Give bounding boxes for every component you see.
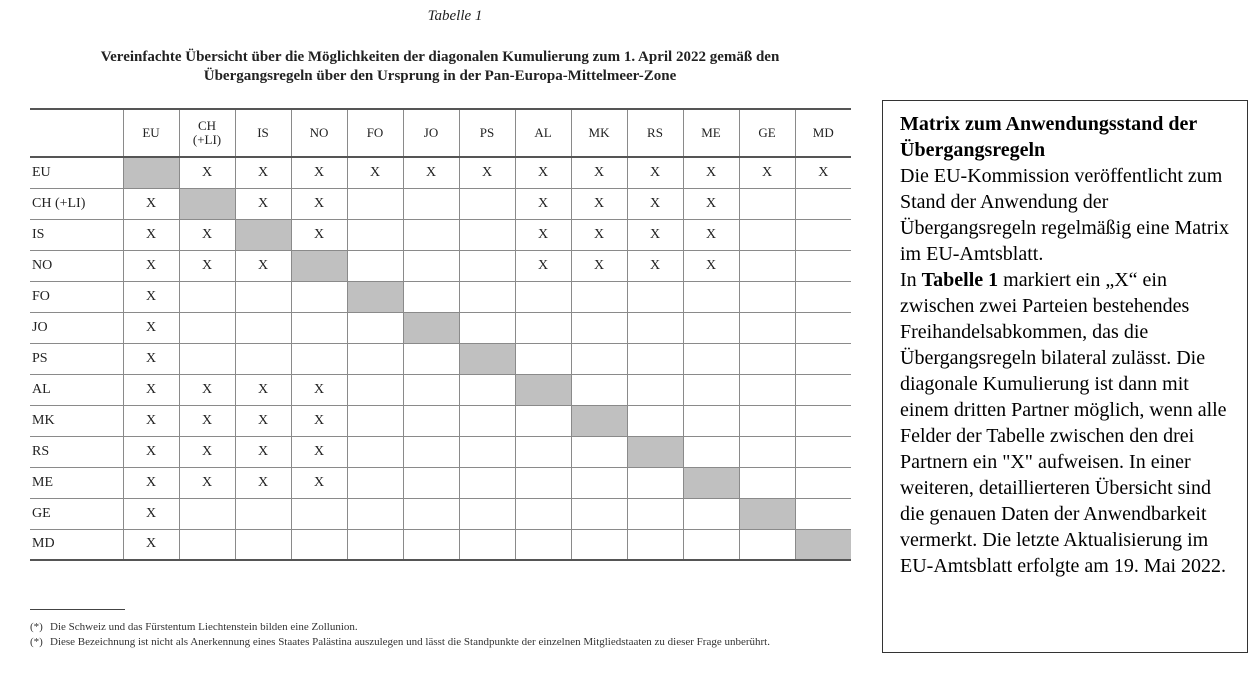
- matrix-cell: [739, 467, 795, 498]
- matrix-cell: [459, 498, 515, 529]
- table-row: [30, 374, 851, 405]
- matrix-cell: [291, 498, 347, 529]
- column-header-label: IS: [257, 125, 269, 140]
- matrix-cell: [683, 374, 739, 405]
- column-header: [179, 109, 235, 157]
- matrix-cell: [459, 467, 515, 498]
- matrix-cell: [683, 343, 739, 374]
- matrix-cell: [683, 405, 739, 436]
- matrix-cell: X: [123, 219, 179, 250]
- table-row: [30, 529, 851, 560]
- matrix-cell: [795, 405, 851, 436]
- column-header-label: AL: [534, 125, 552, 140]
- matrix-cell: [739, 436, 795, 467]
- cumulation-matrix: [30, 108, 851, 561]
- matrix-cell: [179, 281, 235, 312]
- matrix-cell: [235, 281, 291, 312]
- matrix-cell: [347, 250, 403, 281]
- matrix-cell: X: [235, 467, 291, 498]
- matrix-cell: [515, 312, 571, 343]
- row-header: NO: [30, 250, 123, 281]
- matrix-cell: [795, 436, 851, 467]
- matrix-cell: [403, 374, 459, 405]
- column-header: [291, 109, 347, 157]
- matrix-cell: [515, 281, 571, 312]
- matrix-cell: [179, 312, 235, 343]
- matrix-cell: X: [291, 436, 347, 467]
- matrix-cell: [739, 219, 795, 250]
- matrix-cell: [683, 529, 739, 560]
- matrix-cell: [627, 343, 683, 374]
- matrix-cell: X: [179, 467, 235, 498]
- table-row: [30, 405, 851, 436]
- table-row: [30, 219, 851, 250]
- row-header: RS: [30, 436, 123, 467]
- matrix-cell: X: [515, 219, 571, 250]
- matrix-cell: X: [627, 219, 683, 250]
- column-header: [739, 109, 795, 157]
- matrix-cell: X: [291, 374, 347, 405]
- row-header: CH (+LI): [30, 188, 123, 219]
- matrix-header-row: [30, 109, 851, 157]
- matrix-cell: X: [627, 250, 683, 281]
- matrix-cell: [795, 219, 851, 250]
- matrix-cell: [571, 467, 627, 498]
- matrix-cell: [347, 312, 403, 343]
- matrix-cell: X: [123, 436, 179, 467]
- column-header-label: FO: [366, 125, 384, 140]
- matrix-cell: X: [179, 374, 235, 405]
- diagonal-cell: [291, 250, 347, 281]
- matrix-cell: [403, 405, 459, 436]
- matrix-cell: X: [179, 219, 235, 250]
- matrix-cell: X: [571, 219, 627, 250]
- column-header-label: MK: [588, 125, 610, 140]
- column-header-label: NO: [309, 125, 329, 140]
- matrix-cell: [739, 312, 795, 343]
- table-row: [30, 436, 851, 467]
- row-header: MK: [30, 405, 123, 436]
- footnote: [30, 636, 853, 649]
- matrix-cell: [739, 374, 795, 405]
- matrix-cell: [403, 250, 459, 281]
- matrix-cell: [403, 436, 459, 467]
- matrix-cell: [179, 343, 235, 374]
- matrix-cell: X: [123, 250, 179, 281]
- matrix-cell: [347, 498, 403, 529]
- matrix-cell: [459, 529, 515, 560]
- matrix-cell: [627, 405, 683, 436]
- table-reference: Tabelle 1: [921, 269, 999, 291]
- matrix-cell: X: [291, 405, 347, 436]
- matrix-cell: X: [459, 157, 515, 188]
- footnote-text: Die Schweiz und das Fürstentum Liechtenstein bilden eine Zollunion.: [50, 621, 358, 633]
- matrix-cell: [515, 436, 571, 467]
- matrix-cell: X: [571, 188, 627, 219]
- matrix-cell: [571, 281, 627, 312]
- matrix-cell: X: [515, 250, 571, 281]
- matrix-cell: [403, 467, 459, 498]
- diagonal-cell: [403, 312, 459, 343]
- matrix-cell: X: [123, 188, 179, 219]
- diagonal-cell: [627, 436, 683, 467]
- column-header: [795, 109, 851, 157]
- matrix-cell: [347, 436, 403, 467]
- diagonal-cell: [459, 343, 515, 374]
- row-header: EU: [30, 157, 123, 188]
- matrix-cell: X: [123, 498, 179, 529]
- matrix-cell: [459, 312, 515, 343]
- diagonal-cell: [515, 374, 571, 405]
- footnote-rule: [30, 609, 125, 610]
- matrix-corner-cell: [30, 109, 123, 157]
- matrix-cell: X: [123, 529, 179, 560]
- matrix-cell: [795, 250, 851, 281]
- column-header: [235, 109, 291, 157]
- footnote-text: Diese Bezeichnung ist nicht als Anerkennung eines Staates Palästina auszulegen und lässt die Standpunkte der einzelnen Mitgliedstaaten zu dieser Frage unberührt.: [50, 636, 770, 648]
- matrix-cell: [235, 498, 291, 529]
- matrix-cell: [291, 343, 347, 374]
- matrix-cell: X: [123, 312, 179, 343]
- footnote-mark: (*): [30, 636, 43, 648]
- matrix-cell: X: [235, 436, 291, 467]
- matrix-cell: X: [123, 405, 179, 436]
- column-header: [571, 109, 627, 157]
- matrix-cell: [403, 281, 459, 312]
- column-header-sublabel: (+LI): [192, 132, 222, 147]
- matrix-cell: X: [683, 219, 739, 250]
- diagonal-cell: [739, 498, 795, 529]
- matrix-cell: [403, 343, 459, 374]
- column-header-label: GE: [758, 125, 776, 140]
- matrix-cell: [515, 498, 571, 529]
- matrix-cell: [627, 281, 683, 312]
- matrix-cell: [459, 188, 515, 219]
- matrix-cell: X: [291, 188, 347, 219]
- matrix-cell: [571, 374, 627, 405]
- column-header-label: MD: [812, 125, 834, 140]
- matrix-cell: [627, 312, 683, 343]
- matrix-cell: [403, 529, 459, 560]
- column-header: [459, 109, 515, 157]
- matrix-cell: [795, 374, 851, 405]
- matrix-cell: [403, 188, 459, 219]
- diagonal-cell: [179, 188, 235, 219]
- matrix-cell: X: [627, 188, 683, 219]
- matrix-cell: [515, 467, 571, 498]
- matrix-cell: X: [403, 157, 459, 188]
- matrix-cell: [795, 343, 851, 374]
- matrix-cell: X: [347, 157, 403, 188]
- table-row: [30, 188, 851, 219]
- diagonal-cell: [795, 529, 851, 560]
- explanation-paragraph-2-prefix: In: [900, 269, 922, 291]
- explanation-paragraph-1: Die EU-Kommission veröffentlicht zum Stand der Anwendung der Übergangsregeln regelmäßig eine Matrix im EU-Amtsblatt.: [900, 165, 1229, 265]
- matrix-cell: X: [683, 250, 739, 281]
- matrix-cell: X: [235, 250, 291, 281]
- row-header: AL: [30, 374, 123, 405]
- column-header-label: ME: [701, 125, 721, 140]
- matrix-cell: [459, 436, 515, 467]
- row-header: FO: [30, 281, 123, 312]
- matrix-cell: [739, 405, 795, 436]
- matrix-cell: [347, 374, 403, 405]
- table-row: [30, 498, 851, 529]
- column-header-label: JO: [423, 125, 439, 140]
- column-header: [515, 109, 571, 157]
- matrix-cell: [459, 219, 515, 250]
- matrix-cell: [347, 467, 403, 498]
- matrix-cell: [459, 281, 515, 312]
- matrix-cell: [571, 436, 627, 467]
- row-header: MD: [30, 529, 123, 560]
- matrix-cell: [235, 529, 291, 560]
- diagonal-cell: [123, 157, 179, 188]
- matrix-cell: X: [291, 219, 347, 250]
- matrix-cell: X: [571, 157, 627, 188]
- column-header: [627, 109, 683, 157]
- matrix-cell: [515, 405, 571, 436]
- matrix-cell: [347, 219, 403, 250]
- table-row: [30, 343, 851, 374]
- row-header: IS: [30, 219, 123, 250]
- matrix-cell: [739, 250, 795, 281]
- explanation-box: [882, 100, 1248, 653]
- matrix-cell: [235, 312, 291, 343]
- diagonal-cell: [683, 467, 739, 498]
- diagonal-cell: [235, 219, 291, 250]
- matrix-cell: [347, 188, 403, 219]
- column-header-label: EU: [142, 125, 160, 140]
- matrix-cell: X: [123, 281, 179, 312]
- matrix-cell: [291, 312, 347, 343]
- matrix-cell: [571, 498, 627, 529]
- column-header: [347, 109, 403, 157]
- matrix-cell: [739, 343, 795, 374]
- table-row: [30, 157, 851, 188]
- matrix-cell: [235, 343, 291, 374]
- matrix-cell: X: [683, 157, 739, 188]
- matrix-cell: X: [515, 157, 571, 188]
- matrix-cell: [459, 250, 515, 281]
- footnote-mark: (*): [30, 621, 43, 633]
- diagonal-cell: [571, 405, 627, 436]
- matrix-cell: [795, 312, 851, 343]
- column-header: [123, 109, 179, 157]
- matrix-cell: [571, 312, 627, 343]
- matrix-cell: [347, 529, 403, 560]
- matrix-cell: X: [123, 343, 179, 374]
- matrix-cell: [683, 312, 739, 343]
- matrix-cell: X: [179, 250, 235, 281]
- table-title-line-1: Vereinfachte Übersicht über die Möglichkeiten der diagonalen Kumulierung zum 1. April 2022 gemäß den: [100, 49, 780, 65]
- column-header-label: CH: [197, 118, 217, 133]
- matrix-cell: X: [179, 436, 235, 467]
- table-row: [30, 250, 851, 281]
- explanation-paragraph-2-rest: markiert ein „X“ ein zwischen zwei Parteien bestehendes Freihandelsabkommen, das die Übergangsregeln bilateral zulässt. Die diagonale Kumulierung ist dann mit einem dritten Partner möglich, wenn alle Felder der Tabelle zwischen den drei Partnern ein "X" aufweisen. In einer weiteren, detaillierteren Übersicht sind die genauen Daten der Anwendbarkeit vermerkt. Die letzte Aktualisierung im EU-Amtsblatt erfolgte am 19. Mai 2022.: [900, 269, 1227, 577]
- matrix-cell: [515, 343, 571, 374]
- matrix-cell: [683, 281, 739, 312]
- matrix-cell: X: [291, 467, 347, 498]
- matrix-cell: [627, 467, 683, 498]
- column-header-label: RS: [647, 125, 663, 140]
- matrix-cell: [683, 498, 739, 529]
- row-header: ME: [30, 467, 123, 498]
- matrix-cell: [795, 498, 851, 529]
- table-row: [30, 281, 851, 312]
- matrix-cell: X: [123, 374, 179, 405]
- diagonal-cell: [347, 281, 403, 312]
- matrix-cell: [795, 281, 851, 312]
- matrix-cell: X: [795, 157, 851, 188]
- column-header-label: PS: [479, 125, 495, 140]
- footnotes: [30, 621, 853, 651]
- matrix-cell: X: [235, 157, 291, 188]
- matrix-cell: X: [571, 250, 627, 281]
- matrix-cell: X: [179, 157, 235, 188]
- table-row: [30, 467, 851, 498]
- table-title-line-2: Übergangsregeln über den Ursprung in der Pan-Europa-Mittelmeer-Zone: [203, 68, 677, 84]
- matrix-cell: [403, 498, 459, 529]
- explanation-title: Matrix zum Anwendungsstand der Übergangsregeln: [900, 113, 1197, 161]
- matrix-cell: [795, 467, 851, 498]
- matrix-cell: X: [515, 188, 571, 219]
- matrix-cell: [291, 281, 347, 312]
- matrix-cell: X: [291, 157, 347, 188]
- matrix-cell: [627, 529, 683, 560]
- matrix-cell: [179, 498, 235, 529]
- matrix-cell: X: [235, 405, 291, 436]
- matrix-cell: [627, 374, 683, 405]
- matrix-cell: X: [179, 405, 235, 436]
- matrix-cell: [739, 281, 795, 312]
- table-caption: Tabelle 1: [427, 8, 483, 24]
- matrix-cell: [571, 529, 627, 560]
- matrix-cell: [739, 188, 795, 219]
- matrix-cell: X: [683, 188, 739, 219]
- matrix-cell: X: [235, 374, 291, 405]
- matrix-cell: [627, 498, 683, 529]
- row-header: JO: [30, 312, 123, 343]
- matrix-cell: [795, 188, 851, 219]
- matrix-cell: X: [235, 188, 291, 219]
- matrix-cell: X: [123, 467, 179, 498]
- matrix-cell: [459, 405, 515, 436]
- matrix-cell: [347, 343, 403, 374]
- table-title: [30, 48, 850, 86]
- matrix-cell: [291, 529, 347, 560]
- row-header: GE: [30, 498, 123, 529]
- matrix-cell: [683, 436, 739, 467]
- matrix-cell: [739, 529, 795, 560]
- column-header: [403, 109, 459, 157]
- matrix-cell: [571, 343, 627, 374]
- matrix-cell: [459, 374, 515, 405]
- matrix-cell: [403, 219, 459, 250]
- column-header: [683, 109, 739, 157]
- footnote: [30, 621, 853, 634]
- matrix-cell: X: [627, 157, 683, 188]
- matrix-cell: [347, 405, 403, 436]
- explanation-paragraph-2: [900, 267, 1237, 579]
- row-header: PS: [30, 343, 123, 374]
- table-row: [30, 312, 851, 343]
- matrix-cell: [179, 529, 235, 560]
- matrix-cell: X: [739, 157, 795, 188]
- matrix-cell: [515, 529, 571, 560]
